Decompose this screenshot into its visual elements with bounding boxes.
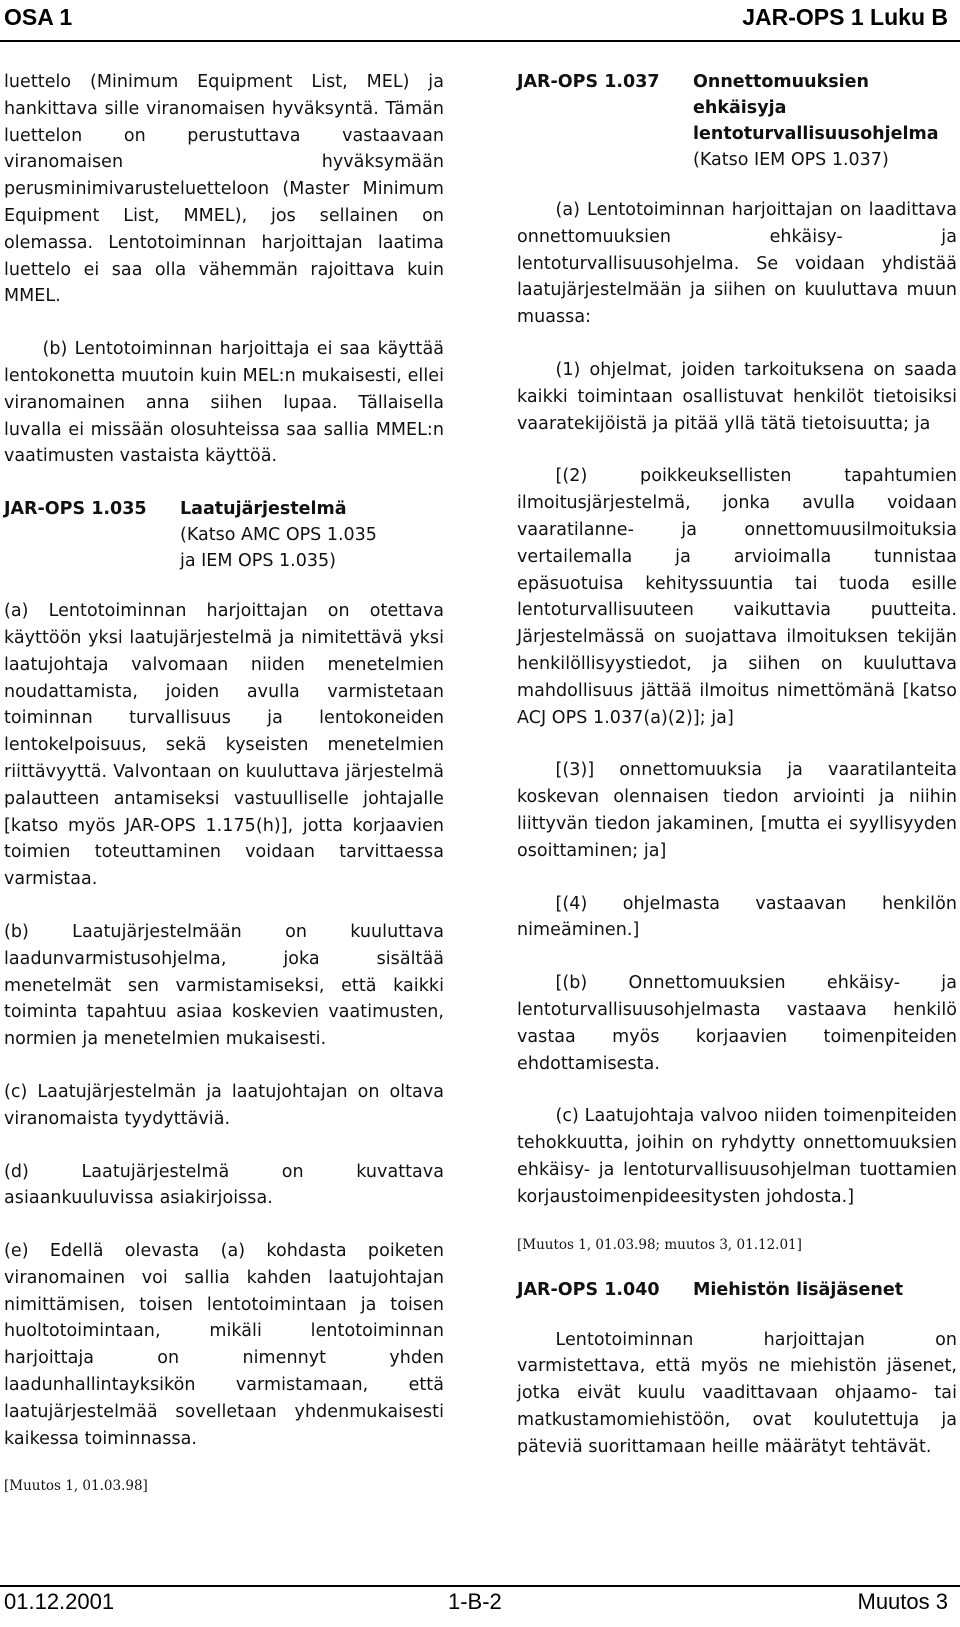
header-document: JAR-OPS 1 Luku B (742, 4, 948, 30)
section-heading-1-040 (517, 1277, 957, 1303)
paragraph-e: (e) Edellä olevasta (a) kohdasta poiketen viranomainen voi sallia kahden laatujohtajan nimittämisen, toisen lentotoimintaan ja toisen huoltotoimintaan, mikäli lentotoiminnan harjoittaja on nimennyt yhden laadunhallintayksikön varmistamaan, että laatujärjestelmää sovelletaan yhdenmukaisesti kaikessa toiminnassa. (4, 1241, 444, 1449)
section-reference: (Katso IEM OPS 1.037) (693, 150, 889, 170)
right-column (517, 69, 957, 1486)
section-reference: ja IEM OPS 1.035) (180, 551, 336, 572)
section-title: Miehistön lisäjäsenet (693, 1279, 904, 1300)
paragraph-crew: Lentotoiminnan harjoittajan on varmistettava, että myös ne miehistön jäsenet, jotka eivät kuulu vaadittavaan ohjaamo- tai matkustamomiehistöön, ovat koulutettuja ja päteviä suorittamaan heille määrätyt tehtävät. (517, 1329, 957, 1457)
paragraph-item-1: (1) ohjelmat, joiden tarkoituksena on saada kaikki toimintaan osallistuvat henkilöt tietoisiksi vaaratekijöistä ja pitää yllä tätä tietoisuutta; ja (517, 359, 957, 434)
paragraph-item-4: [(4) ohjelmasta vastaavan henkilön nimeäminen.] (517, 893, 957, 941)
paragraph-c: (c) Laatujärjestelmän ja laatujohtajan on oltava viranomaista tyydyttäviä. (4, 1081, 444, 1129)
paragraph-a: (a) Lentotoiminnan harjoittajan on otettava käyttöön yksi laatujärjestelmä ja nimitettävä yksi laatujohtaja valvomaan niiden menetelmien noudattamista, joiden avulla varmistetaan toiminnan turvallisuus ja lentokoneiden lentokelpoisuus, sekä kyseisten menetelmien riittävyyttä. Valvontaan on kuuluttava järjestelmä palautteen antamiseksi vastuulliselle johtajalle [katso myös JAR-OPS 1.175(h)], jotta korjaavien toimien toteuttaminen voidaan tarvittaessa varmistaa. (4, 601, 444, 890)
footer-amendment: Muutos 3 (857, 1589, 948, 1614)
paragraph-item-2: [(2) poikkeuksellisten tapahtumien ilmoitusjärjestelmä, jonka avulla voidaan vaaratilanne- ja onnettomuusilmoituksia vertailemalla ja arvioimalla tunnistaa epäsuotuisa kehityssuuntia tai tuoda esille lentoturvallisuuteen vaikuttavia puutteita. Järjestelmässä on suojattava ilmoituksen tekijän henkilöllisyystiedot, ja siihen on kuuluttava mahdollisuus jättää ilmoitus nimettömänä [katso ACJ OPS 1.037(a)(2)]; ja] (517, 466, 957, 728)
paragraph-b: (b) Laatujärjestelmään on kuuluttava laadunvarmistusohjelma, joka sisältää menetelmät sen varmistamiseksi, että kaikki toiminta tapahtuu asiaa koskevien vaatimusten, normien ja menetelmien mukaisesti. (4, 921, 444, 1050)
footer-date: 01.12.2001 (4, 1589, 115, 1614)
section-heading-1-037 (517, 69, 957, 173)
paragraph-item-3: [(3)] onnettomuuksia ja vaaratilanteita koskevan olennaisen tiedon arviointi ja niihin liittyvän tiedon jakaminen, [mutta ei syyllisyyden osoittaminen; ja] (517, 760, 957, 861)
amendment-note: [Muutos 1, 01.03.98] (4, 1478, 148, 1495)
left-column (4, 69, 444, 1518)
paragraph-a: (a) Lentotoiminnan harjoittajan on laadittava onnettomuuksien ehkäisy- ja lentoturvallisuusohjelma. Se voidaan yhdistää laatujärjestelmään ja siihen on kuuluttava muun muassa: (517, 200, 957, 328)
paragraph-c: (c) Laatujohtaja valvoo niiden toimenpiteiden tehokkuutta, joihin on ryhdytty onnettomuuksien ehkäisy- ja lentoturvallisuusohjelman tuottamien korjaustoimenpideesitysten johdosta.] (517, 1106, 957, 1207)
paragraph-d: (d) Laatujärjestelmä on kuvattava asiaankuuluvissa asiakirjoissa. (4, 1161, 444, 1209)
paragraph-mel-continued: luettelo (Minimum Equipment List, MEL) ja hankittava sille viranomaisen hyväksyntä. Tämän luettelon on perustuttava vastaavaan viranomaisen hyväksymään perusminimivarusteluetteloon (Master Minimum Equipment List, MMEL), jos sellainen on olemassa. Lentotoiminnan harjoittajan laatima luettelo ei saa olla vähemmän rajoittava kuin MMEL. (4, 72, 444, 307)
amendment-note: [Muutos 1, 01.03.98; muutos 3, 01.12.01] (517, 1236, 802, 1253)
header-part: OSA 1 (4, 4, 73, 30)
paragraph-b: (b) Lentotoiminnan harjoittaja ei saa käyttää lentokonetta muutoin kuin MEL:n mukaisesti, ellei viranomainen anna siihen lupaa. Tällaisella luvalla ei missään olosuhteissa saa sallia MMEL:n vaatimusten vastaista käyttöä. (4, 339, 444, 467)
section-number: JAR-OPS 1.035 (4, 499, 147, 520)
section-heading-1-035 (4, 496, 444, 574)
page-header (0, 0, 960, 42)
section-number: JAR-OPS 1.037 (517, 72, 660, 92)
section-number: JAR-OPS 1.040 (517, 1279, 660, 1300)
page-footer (0, 1585, 960, 1627)
section-title: Onnettomuuksien ehkäisyja lentoturvallisuusohjelma (693, 72, 939, 144)
paragraph-b: [(b) Onnettomuuksien ehkäisy- ja lentoturvallisuusohjelmasta vastaava henkilö vastaa myös korjaavien toimenpiteiden ehdottamisesta. (517, 973, 957, 1074)
footer-page-number: 1-B-2 (448, 1589, 502, 1614)
section-reference: (Katso AMC OPS 1.035 (180, 525, 377, 546)
section-title: Laatujärjestelmä (180, 499, 347, 520)
